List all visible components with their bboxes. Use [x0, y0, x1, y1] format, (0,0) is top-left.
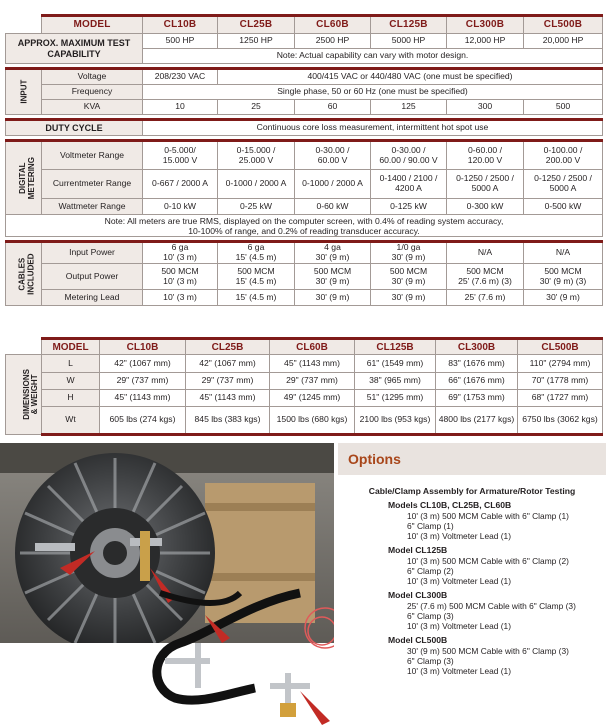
capability-value: 20,000 HP: [524, 34, 603, 49]
currentmeter-value: 0-1400 / 2100 / 4200 A: [371, 170, 447, 199]
dims-row-width: [6, 373, 603, 390]
kva-value: 300: [447, 100, 524, 115]
output-power-value: 500 MCM 30' (9 m): [371, 264, 447, 290]
voltmeter-value: 0-30.00 / 60.00 / 90.00 V: [371, 141, 447, 170]
wattmeter-value: 0-10 kW: [143, 199, 218, 215]
kva-value: 125: [371, 100, 447, 115]
model-header: CL300B: [447, 16, 524, 34]
option-item: 10' (3 m) Voltmeter Lead (1): [407, 531, 512, 541]
dims-value: 29" (737 mm): [270, 373, 355, 390]
duty-cycle-value: Continuous core loss measurement, intermittent hot spot use: [143, 120, 603, 136]
currentmeter-value: 0-1000 / 2000 A: [218, 170, 295, 199]
dims-value: 69" (1753 mm): [436, 390, 518, 407]
options-heading: Options: [348, 451, 401, 467]
input-power-value: 6 ga 10' (3 m): [143, 242, 218, 264]
frequency-row: [6, 85, 603, 100]
voltage-value: 208/230 VAC: [143, 69, 218, 85]
voltmeter-value: 0-5.000/ 15.000 V: [143, 141, 218, 170]
option-item: 10' (3 m) Voltmeter Lead (1): [407, 621, 512, 631]
duty-cycle-row: [6, 120, 603, 136]
dims-value: 38" (965 mm): [355, 373, 436, 390]
currentmeter-value: 0-667 / 2000 A: [143, 170, 218, 199]
input-power-value: 1/0 ga 30' (9 m): [371, 242, 447, 264]
option-item: 6" Clamp (1): [407, 521, 454, 531]
model-header: CL500B: [524, 16, 603, 34]
metering-lead-value: 25' (7.6 m): [447, 290, 524, 306]
dims-row-label: Wt: [42, 407, 100, 435]
dims-value: 29" (737 mm): [100, 373, 186, 390]
dims-value: 61" (1549 mm): [355, 355, 436, 373]
metering-lead-value: 30' (9 m): [524, 290, 603, 306]
input-power-value: N/A: [524, 242, 603, 264]
input-power-value: 4 ga 30' (9 m): [295, 242, 371, 264]
dims-value: 68" (1727 mm): [518, 390, 603, 407]
model-header: CL125B: [371, 16, 447, 34]
dims-value: 29" (737 mm): [186, 373, 270, 390]
dims-header-row: [6, 339, 603, 355]
wattmeter-label: Wattmeter Range: [42, 199, 143, 215]
metering-note: Note: All meters are true RMS, displayed on the computer screen, with 0.4% of reading system accuracy, 10-100% of range, and 0.2% of reading transducer accuracy.: [6, 215, 603, 237]
option-item: 25' (7.6 m) 500 MCM Cable with 6" Clamp (3): [407, 601, 576, 611]
wattmeter-row: [6, 199, 603, 215]
cables-group-label: CABLES INCLUDED: [6, 242, 42, 306]
input-group-label: INPUT: [6, 69, 42, 115]
model-label: MODEL: [42, 16, 143, 34]
output-power-value: 500 MCM 25' (7.6 m) (3): [447, 264, 524, 290]
option-model: Model CL125B: [388, 545, 448, 555]
dims-value: 83" (1676 mm): [436, 355, 518, 373]
dimensions-table: [5, 337, 603, 436]
model-header: CL10B: [100, 339, 186, 355]
spec-table: [5, 14, 603, 311]
spec-header-row: [6, 16, 603, 34]
model-header: CL25B: [186, 339, 270, 355]
voltmeter-value: 0-100.00 / 200.00 V: [524, 141, 603, 170]
dims-row-label: H: [42, 390, 100, 407]
option-item: 10' (3 m) 500 MCM Cable with 6" Clamp (1): [407, 511, 569, 521]
wattmeter-value: 0-25 kW: [218, 199, 295, 215]
model-header: CL25B: [218, 16, 295, 34]
capability-row: [6, 34, 603, 49]
currentmeter-value: 0-1250 / 2500 / 5000 A: [447, 170, 524, 199]
kva-row: [6, 100, 603, 115]
options-panel: [338, 443, 606, 727]
armature-clamp-illustration: [0, 443, 334, 727]
dims-value: 110" (2794 mm): [518, 355, 603, 373]
dims-row-length: [6, 355, 603, 373]
output-power-value: 500 MCM 30' (9 m) (3): [524, 264, 603, 290]
model-header: CL10B: [143, 16, 218, 34]
product-photo: [0, 443, 334, 727]
voltmeter-value: 0-30.00 / 60.00 V: [295, 141, 371, 170]
capability-label: APPROX. MAXIMUM TEST CAPABILITY: [6, 34, 143, 64]
input-power-label: Input Power: [42, 242, 143, 264]
option-item: 30' (9 m) 500 MCM Cable with 6" Clamp (3): [407, 646, 569, 656]
option-group: [388, 545, 606, 586]
capability-value: 5000 HP: [371, 34, 447, 49]
metering-lead-row: [6, 290, 603, 306]
option-model: Model CL300B: [388, 590, 448, 600]
dims-row-height: [6, 390, 603, 407]
model-header: CL60B: [295, 16, 371, 34]
voltmeter-value: 0-60.00 / 120.00 V: [447, 141, 524, 170]
dims-value: 42" (1067 mm): [100, 355, 186, 373]
dims-value: 4800 lbs (2177 kgs): [436, 407, 518, 435]
option-group: [388, 635, 606, 676]
metering-lead-value: 15' (4.5 m): [218, 290, 295, 306]
option-group: [388, 500, 606, 541]
frequency-value: Single phase, 50 or 60 Hz (one must be specified): [143, 85, 603, 100]
dims-value: 66" (1676 mm): [436, 373, 518, 390]
currentmeter-value: 0-1250 / 2500 / 5000 A: [524, 170, 603, 199]
dims-value: 70" (1778 mm): [518, 373, 603, 390]
dims-row-label: W: [42, 373, 100, 390]
dims-value: 45" (1143 mm): [186, 390, 270, 407]
kva-value: 60: [295, 100, 371, 115]
kva-value: 10: [143, 100, 218, 115]
wattmeter-value: 0-60 kW: [295, 199, 371, 215]
capability-value: 500 HP: [143, 34, 218, 49]
output-power-value: 500 MCM 15' (4.5 m): [218, 264, 295, 290]
voltage-value: 400/415 VAC or 440/480 VAC (one must be specified): [218, 69, 603, 85]
option-group: [388, 590, 606, 631]
output-power-value: 500 MCM 30' (9 m): [295, 264, 371, 290]
capability-value: 2500 HP: [295, 34, 371, 49]
voltage-row: [6, 69, 603, 85]
option-model: Model CL500B: [388, 635, 448, 645]
dims-value: 1500 lbs (680 kgs): [270, 407, 355, 435]
model-header: CL125B: [355, 339, 436, 355]
dims-value: 51" (1295 mm): [355, 390, 436, 407]
currentmeter-value: 0-1000 / 2000 A: [295, 170, 371, 199]
capability-value: 1250 HP: [218, 34, 295, 49]
metering-note-row: [6, 215, 603, 237]
dims-value: 42" (1067 mm): [186, 355, 270, 373]
dims-value: 2100 lbs (953 kgs): [355, 407, 436, 435]
output-power-label: Output Power: [42, 264, 143, 290]
metering-lead-value: 30' (9 m): [295, 290, 371, 306]
input-power-row: [6, 242, 603, 264]
option-item: 6" Clamp (2): [407, 566, 454, 576]
currentmeter-row: [6, 170, 603, 199]
wattmeter-value: 0-300 kW: [447, 199, 524, 215]
dims-value: 605 lbs (274 kgs): [100, 407, 186, 435]
option-item: 6" Clamp (3): [407, 656, 454, 666]
wattmeter-value: 0-500 kW: [524, 199, 603, 215]
output-power-row: [6, 264, 603, 290]
model-label: MODEL: [42, 339, 100, 355]
voltmeter-value: 0-15.000 / 25.000 V: [218, 141, 295, 170]
dims-group-label: DIMENSIONS & WEIGHT: [6, 355, 42, 435]
option-model: Models CL10B, CL25B, CL60B: [388, 500, 512, 510]
option-item: 10' (3 m) Voltmeter Lead (1): [407, 576, 512, 586]
metering-group-label: DIGITAL METERING: [6, 141, 42, 215]
model-header: CL60B: [270, 339, 355, 355]
option-item: 6" Clamp (3): [407, 611, 454, 621]
model-header: CL500B: [518, 339, 603, 355]
dims-value: 45" (1143 mm): [270, 355, 355, 373]
metering-lead-label: Metering Lead: [42, 290, 143, 306]
wattmeter-value: 0-125 kW: [371, 199, 447, 215]
kva-value: 500: [524, 100, 603, 115]
currentmeter-label: Currentmeter Range: [42, 170, 143, 199]
input-power-value: 6 ga 15' (4.5 m): [218, 242, 295, 264]
metering-lead-value: 30' (9 m): [371, 290, 447, 306]
dims-value: 49" (1245 mm): [270, 390, 355, 407]
duty-cycle-label: DUTY CYCLE: [6, 120, 143, 136]
voltage-label: Voltage: [42, 69, 143, 85]
options-heading-bar: [338, 443, 606, 475]
dims-row-label: L: [42, 355, 100, 373]
capability-value: 12,000 HP: [447, 34, 524, 49]
output-power-value: 500 MCM 10' (3 m): [143, 264, 218, 290]
capability-note: Note: Actual capability can vary with motor design.: [143, 49, 603, 64]
dims-value: 45" (1143 mm): [100, 390, 186, 407]
dims-value: 845 lbs (383 kgs): [186, 407, 270, 435]
dims-value: 6750 lbs (3062 kgs): [518, 407, 603, 435]
dims-row-weight: [6, 407, 603, 435]
kva-label: KVA: [42, 100, 143, 115]
frequency-label: Frequency: [42, 85, 143, 100]
options-title: Cable/Clamp Assembly for Armature/Rotor Testing: [368, 486, 576, 496]
option-item: 10' (3 m) Voltmeter Lead (1): [407, 666, 512, 676]
metering-lead-value: 10' (3 m): [143, 290, 218, 306]
voltmeter-row: [6, 141, 603, 170]
model-header: CL300B: [436, 339, 518, 355]
kva-value: 25: [218, 100, 295, 115]
voltmeter-label: Voltmeter Range: [42, 141, 143, 170]
input-power-value: N/A: [447, 242, 524, 264]
option-item: 10' (3 m) 500 MCM Cable with 6" Clamp (2): [407, 556, 569, 566]
